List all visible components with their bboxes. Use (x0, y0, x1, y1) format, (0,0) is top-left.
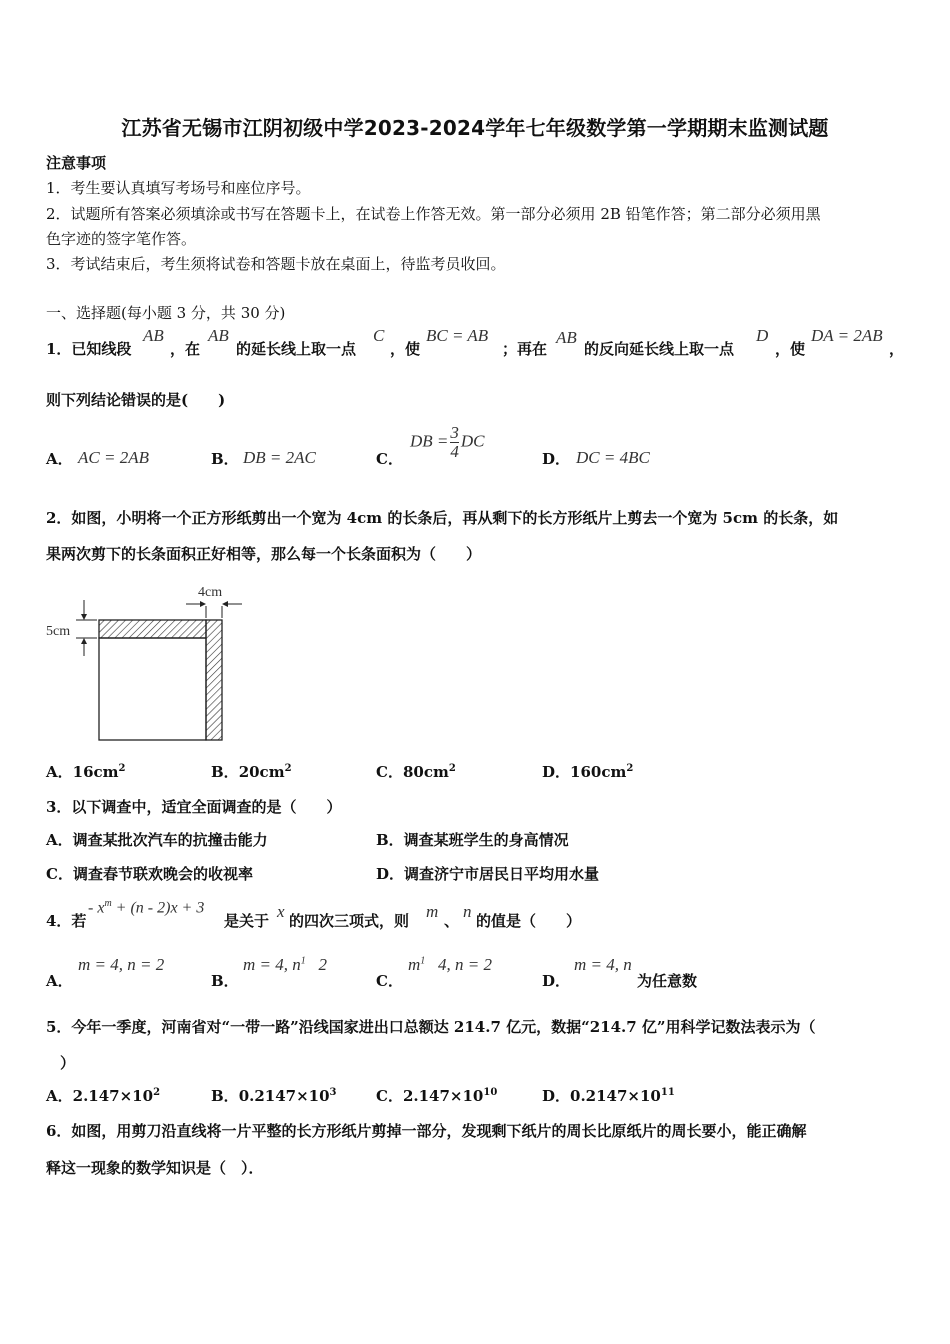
q1-math: C (373, 326, 385, 345)
q3-text: 3．以下调查中，适宜全面调查的是（ ） (46, 798, 342, 816)
notice-item: 2．试题所有答案必须填涂或书写在答题卡上，在试卷上作答无效。第一部分必须用 2B 铅笔作答；第二部分必须用黑 (46, 205, 821, 223)
q2-text: 果两次剪下的长条面积正好相等，那么每一个长条面积为（ ） (46, 545, 482, 563)
q4-text: 、 (444, 912, 460, 930)
q1-math: DA = 2AB (811, 326, 883, 345)
label-4cm: 4cm (198, 585, 223, 600)
q1-option-c-pre: DB = (410, 431, 449, 451)
q5-option-c: C．$2.147\times 10^{10}$ (376, 1087, 498, 1105)
q1-option-b-label: B． (211, 450, 239, 468)
q4-option-d-label: D． (542, 972, 571, 990)
q1-question: 则下列结论错误的是( ) (46, 391, 226, 409)
q1-text: 的反向延长线上取一点 (584, 340, 735, 358)
q3-option-a: A．调查某批次汽车的抗撞击能力 (46, 831, 268, 849)
q4-option-d: m = 4, n (574, 955, 632, 974)
notice-item: 1．考生要认真填写考场号和座位序号。 (46, 179, 311, 197)
cut-strip-4cm (206, 620, 222, 740)
q4-var-n: n (463, 902, 472, 921)
q3-option-d: D．调查济宁市居民日平均用水量 (376, 865, 600, 883)
q5-text: 5．今年一季度，河南省对“一带一路”沿线国家进出口总额达 214.7 亿元，数据“214.7 亿”用科学记数法表示为（ (46, 1018, 816, 1036)
q6-text: 6．如图，用剪刀沿直线将一片平整的长方形纸片剪掉一部分，发现剩下纸片的周长比原纸片的周长要小，能正确解 (46, 1122, 807, 1140)
q4-text: 4．若 (46, 912, 87, 930)
label-5cm: 5cm (46, 624, 71, 639)
arrowhead-icon (81, 614, 87, 620)
q1-math: AB (208, 326, 229, 345)
denominator: 4 (450, 441, 459, 461)
arrowhead-icon (200, 601, 206, 607)
q1-text: 1．已知线段 (46, 340, 132, 358)
q4-var-x: x (277, 902, 285, 921)
q3-option-c: C．调查春节联欢晚会的收视率 (46, 865, 253, 883)
q4-option-d-text: 为任意数 (637, 972, 698, 990)
q2-option-b: B．$20cm^2$ (211, 763, 292, 781)
q2-figure (40, 578, 260, 753)
q1-math: D (756, 326, 769, 345)
cut-strip-5cm (99, 620, 206, 638)
q4-option-a-label: A． (46, 972, 73, 990)
q1-option-a: AC = 2AB (78, 448, 149, 467)
q1-option-a-label: A． (46, 450, 73, 468)
q1-text: ， (889, 340, 905, 358)
q5-text: ） (60, 1054, 76, 1072)
q4-option-c-label: C． (376, 972, 403, 990)
q1-math: BC = AB (426, 326, 489, 345)
q4-option-b: m = 4, $n^1$ 2 (243, 955, 327, 974)
q1-math: AB (143, 326, 164, 345)
q2-option-d: D．$160cm^2$ (542, 763, 634, 781)
numerator: 3 (450, 423, 459, 442)
q1-option-b: DB = 2AC (243, 448, 316, 467)
q6-text: 释这一现象的数学知识是（ ）． (46, 1159, 264, 1177)
q2-option-a: A．$16cm^2$ (46, 763, 126, 781)
q5-option-d: D．$0.2147\times 10^{11}$ (542, 1087, 675, 1105)
remaining-rectangle (99, 638, 206, 740)
q2-text: 2．如图，小明将一个正方形纸剪出一个宽为 4cm 的长条后，再从剩下的长方形纸片上剪去一个宽为 5cm 的长条，如 (46, 509, 839, 527)
q1-option-d-label: D． (542, 450, 571, 468)
q4-option-c: $m^1$ 4, n = 2 (408, 955, 493, 974)
fraction (450, 424, 459, 461)
q4-var-m: m (426, 902, 439, 921)
q1-option-c-label: C． (376, 450, 403, 468)
q1-option-c (410, 424, 485, 461)
q5-option-a: A．$2.147\times 10^2$ (46, 1087, 161, 1105)
q1-text: ；再在 (502, 340, 548, 358)
arrowhead-icon (222, 601, 228, 607)
notice-heading: 注意事项 (46, 154, 107, 172)
q1-text: ，使 (775, 340, 806, 358)
q4-text: 是关于 (224, 912, 270, 930)
q4-option-b-label: B． (211, 972, 239, 990)
notice-item: 色字迹的签字笔作答。 (46, 230, 197, 248)
page-title: 江苏省无锡市江阴初级中学2023-2024学年七年级数学第一学期期末监测试题 (121, 116, 829, 140)
q1-text: ，使 (390, 340, 421, 358)
q4-expression: - $x^m + (n - 2)x + 3$ (88, 898, 205, 917)
notice-item: 3．考试结束后，考生须将试卷和答题卡放在桌面上，待监考员收回。 (46, 255, 506, 273)
q1-math: AB (556, 328, 577, 347)
q5-option-b: B．$0.2147\times 10^3$ (211, 1087, 337, 1105)
q4-text: 的值是（ ） (476, 912, 582, 930)
q1-option-c-post: DC (460, 431, 485, 451)
q4-option-a: m = 4, n = 2 (78, 955, 165, 974)
q3-option-b: B．调查某班学生的身高情况 (376, 831, 569, 849)
q4-text: 的四次三项式，则 (289, 912, 410, 930)
arrowhead-icon (81, 638, 87, 644)
q1-text: 的延长线上取一点 (236, 340, 357, 358)
q1-text: ，在 (170, 340, 201, 358)
q1-option-d: DC = 4BC (576, 448, 650, 467)
q2-option-c: C．$80cm^2$ (376, 763, 456, 781)
section-heading: 一、选择题(每小题 3 分，共 30 分) (46, 304, 286, 322)
